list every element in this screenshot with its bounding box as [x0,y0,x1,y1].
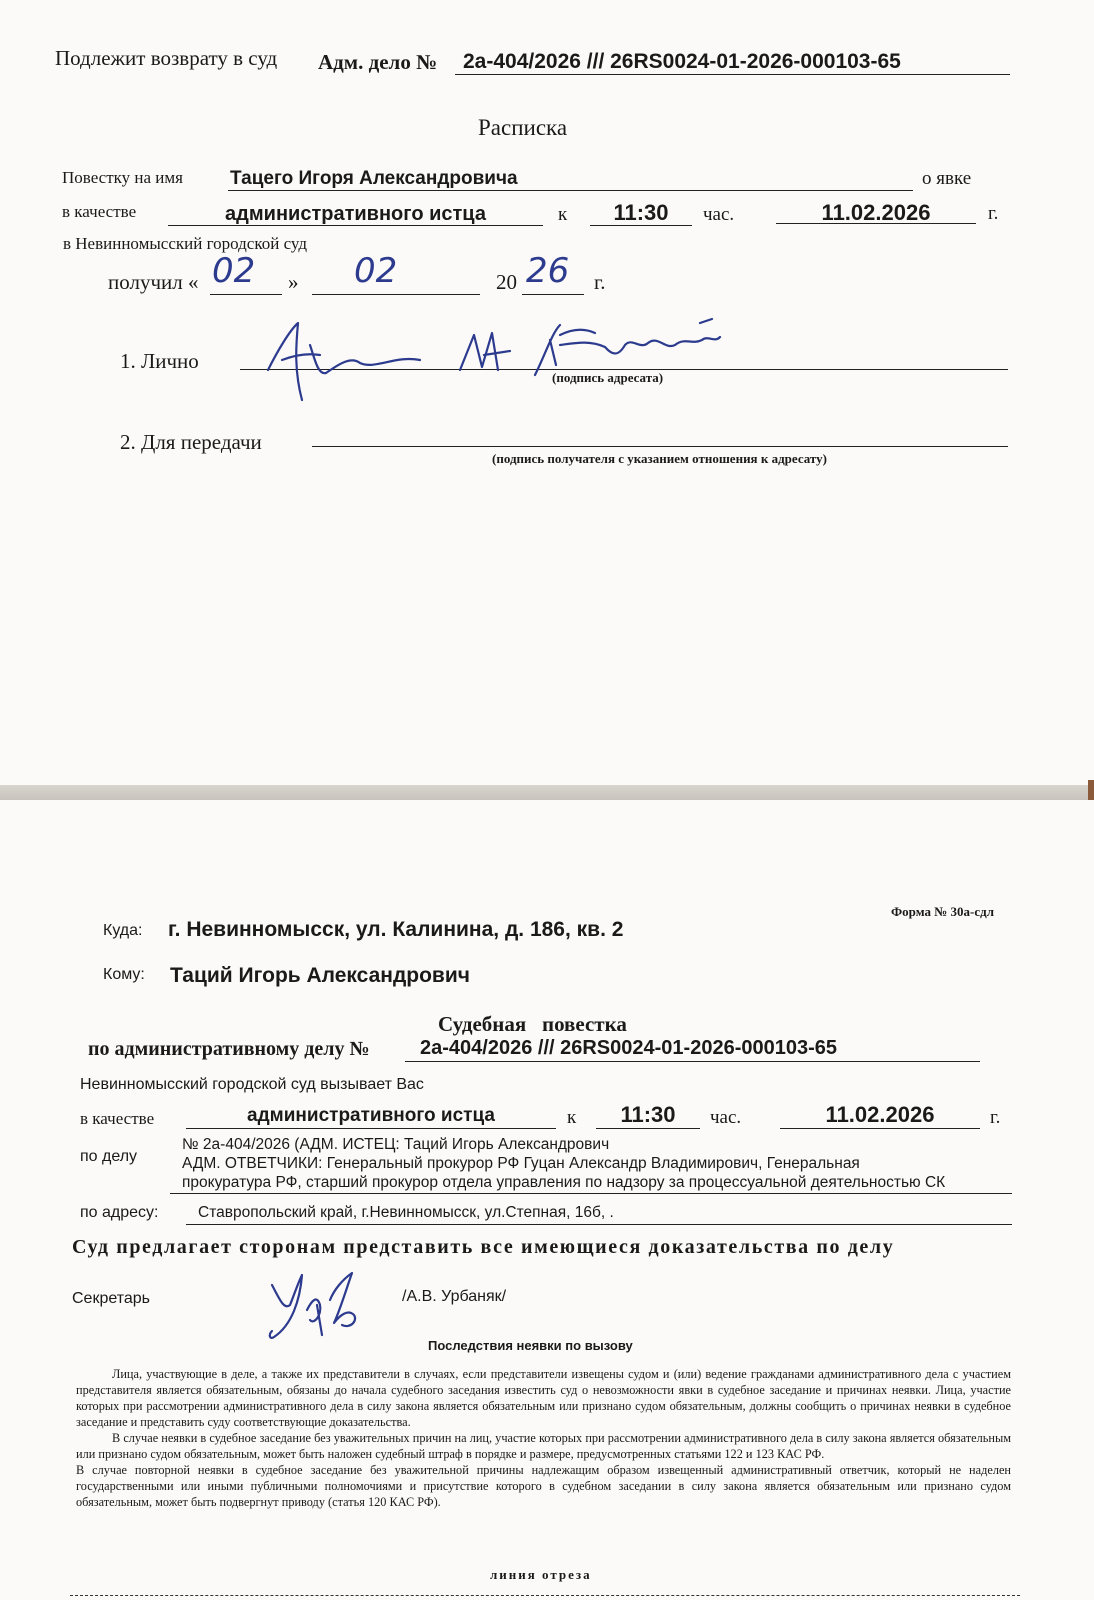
paragraph-1: Лица, участвующие в деле, а также их представители в случаях, если представители извещены судом и (или) ведение гражданами административного дела с участием представителя является обязательным, обязаны до начала судебного заседания известить суд о невозможности явки в судебное заседание и причинах неявки. Лица, участие которых при рассмотрении административного дела в силу закона является обязательным или признано судом обязательным, должны сообщить о причинах неявки в судебное заседание и представить суду соответствующие доказательства. [76,1367,1011,1429]
case-label: Адм. дело № [318,50,438,74]
capacity-underline [168,225,543,226]
received-month-underline [312,294,480,295]
date-value: 11.02.2026 [825,1102,935,1127]
calls-text: Невинномысский городской суд вызывает Вас [80,1076,424,1093]
addressee-signature-caption: (подпись адресата) [552,370,664,385]
received-day: 02 [212,251,256,291]
to-whom-label: Кому: [103,966,145,983]
received-year-underline [522,294,584,295]
case-ref-line2: АДМ. ОТВЕТЧИКИ: Генеральный прокурор РФ Гуцан Александр Владимирович, Генеральная [182,1155,860,1172]
received-quote-close: » [288,270,299,294]
consequences-text [76,1366,1011,1510]
to-where-label: Куда: [103,922,143,939]
capacity-value: административного истца [247,1105,495,1126]
cut-line-label: линия отреза [490,1567,592,1582]
time-value: 11:30 [620,1102,676,1127]
return-note: Подлежит возврату в суд [55,46,278,70]
address-value: Ставропольский край, г.Невинномысск, ул.Степная, 16б, . [198,1204,614,1221]
secretary-name: /А.В. Урбаняк/ [402,1288,507,1305]
summons-to-label: Повестку на имя [62,168,183,187]
case-ref-underline [170,1193,1012,1194]
evidence-notice: Суд предлагает сторонам представить все имеющиеся доказательства по делу [72,1236,895,1258]
capacity-label: в качестве [80,1109,155,1128]
case-ref-line1: № 2а-404/2026 (АДМ. ИСТЕЦ: Таций Игорь Александрович [182,1136,610,1153]
date-underline [780,1128,980,1129]
received-label: получил « [108,270,199,294]
received-day-underline [210,294,282,295]
paragraph-2: В случае неявки в судебное заседание без уважительных причин на лиц, участие которых при рассмотрении административного дела в силу закона является обязательным или признано судом обязательным, может быть наложен судебный штраф в порядке и размере, предусмотренных статьями 122 и 123 КАС РФ. [76,1431,1011,1461]
address-underline [186,1224,1012,1225]
year-prefix: 20 [496,270,517,294]
k-label: к [558,204,568,225]
case-ref-line3: прокуратура РФ, старший прокурор отдела управления по надзору за процессуальной деятельностью СК [182,1174,946,1191]
recipient-name-underline [228,190,913,191]
recipient-name: Тацего Игоря Александровича [230,168,518,189]
received-year: 26 [526,251,570,291]
form-label: Форма № 30а-сдл [891,904,994,919]
capacity-value: административного истца [225,203,486,225]
addressee-signature-image [260,315,740,415]
appearance-suffix: о явке [922,168,972,189]
case-number-underline [455,74,1010,75]
received-year-suffix: г. [594,270,606,294]
court-line: в Невинномысский городской суд [63,234,307,253]
to-where-value: г. Невинномысск, ул. Калинина, д. 186, кв. 2 [168,918,624,941]
personal-label: 1. Лично [120,349,199,373]
address-label: по адресу: [80,1204,159,1221]
capacity-underline [186,1128,556,1129]
time-underline [596,1128,700,1129]
date-value: 11.02.2026 [821,200,931,225]
summons-title: Судебная повестка [438,1012,627,1036]
secretary-label: Секретарь [72,1290,150,1307]
year-suffix: г. [988,203,999,224]
date-underline [776,223,976,224]
page-separator [0,785,1094,800]
secretary-signature-image [262,1265,372,1345]
transfer-caption: (подпись получателя с указанием отношения к адресату) [492,451,827,466]
year-suffix: г. [990,1107,1001,1128]
case-label: по административному делу № [88,1038,370,1060]
transfer-label: 2. Для передачи [120,430,262,454]
time-value: 11:30 [613,200,669,225]
time-underline [590,225,692,226]
transfer-signature-underline [312,446,1008,447]
summons-sheet [0,800,1094,1600]
k-label: к [567,1107,577,1128]
hour-label: час. [710,1107,742,1128]
to-whom-value: Таций Игорь Александрович [170,964,470,987]
case-number-underline [405,1061,980,1062]
paragraph-3: В случае повторной неявки в судебное заседание без уважительной причины надлежащим образом извещенный административный ответчик, который не наделен государственными или иными публичными полномочиями и присутствие которого в судебном заседании в силу закона является обязательным или признано судом обязательным, может быть подвергнут приводу (статья 120 КАС РФ). [76,1463,1011,1509]
cut-line [70,1595,1020,1596]
capacity-label: в качестве [62,202,137,221]
case-ref-label: по делу [80,1148,138,1165]
receipt-sheet [0,0,1094,785]
received-month: 02 [354,251,398,291]
case-number: 2а-404/2026 /// 26RS0024-01-2026-000103-65 [463,50,901,73]
receipt-title: Расписка [478,115,568,140]
hour-label: час. [703,204,735,225]
case-number: 2а-404/2026 /// 26RS0024-01-2026-000103-65 [420,1037,837,1059]
consequences-title: Последствия неявки по вызову [428,1338,633,1353]
